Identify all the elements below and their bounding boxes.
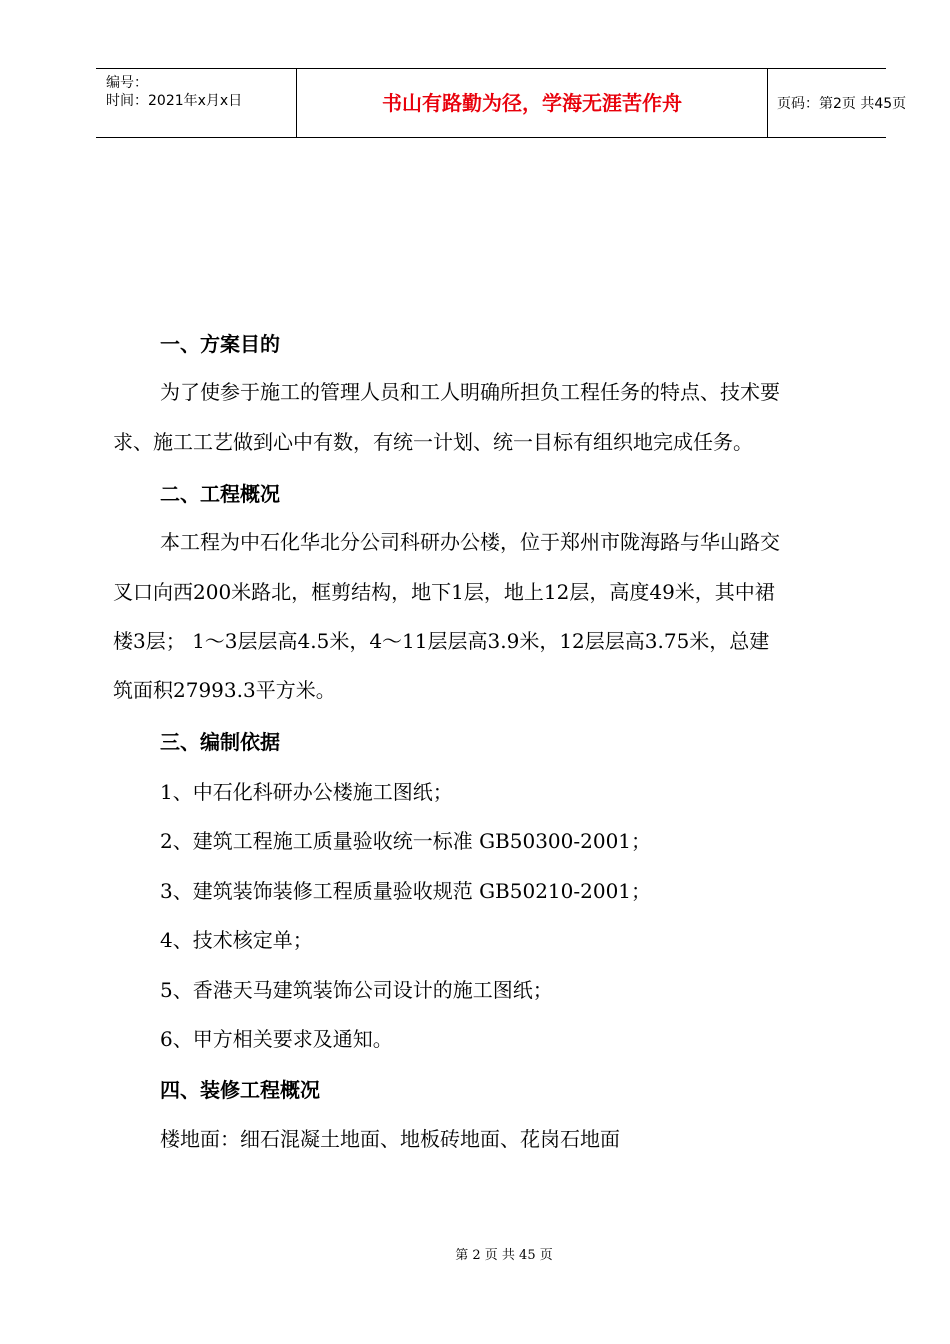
- paragraph-line: 为了使参于施工的管理人员和工人明确所担负工程任务的特点、技术要: [160, 380, 780, 404]
- page-footer: 第 2 页 共 45 页: [455, 1248, 553, 1263]
- paragraph-line: 求、施工工艺做到心中有数，有统一计划、统一目标有组织地完成任务。: [113, 430, 753, 454]
- page-number-label: 页码：第2页 共45页: [777, 96, 907, 112]
- list-item: 4、技术核定单；: [160, 928, 313, 952]
- section-heading-decoration: 四、装修工程概况: [160, 1078, 320, 1102]
- section-heading-purpose: 一、方案目的: [160, 332, 280, 356]
- paragraph-line: 筑面积27993.3平方米。: [113, 678, 336, 702]
- section-heading-overview: 二、工程概况: [160, 482, 280, 506]
- list-item: 5、香港天马建筑装饰公司设计的施工图纸；: [160, 978, 553, 1002]
- serial-number-label: 编号：: [106, 75, 148, 91]
- list-item: 2、建筑工程施工质量验收统一标准 GB50300-2001；: [160, 829, 652, 853]
- list-item: 1、中石化科研办公楼施工图纸；: [160, 780, 453, 804]
- paragraph-line: 楼地面：细石混凝土地面、地板砖地面、花岗石地面: [160, 1127, 620, 1151]
- list-item: 3、建筑装饰装修工程质量验收规范 GB50210-2001；: [160, 879, 652, 903]
- header-motto-cell: [296, 69, 768, 137]
- header-page-cell: [767, 69, 907, 137]
- header-meta-cell: [96, 69, 296, 137]
- paragraph-line: 本工程为中石化华北分公司科研办公楼，位于郑州市陇海路与华山路交: [160, 530, 780, 554]
- page-header: [96, 68, 907, 138]
- paragraph-line: 叉口向西200米路北，框剪结构，地下1层，地上12层，高度49米，其中裙: [113, 580, 775, 604]
- list-item: 6、甲方相关要求及通知。: [160, 1027, 393, 1051]
- paragraph-line: 楼3层； 1～3层层高4.5米，4～11层层高3.9米，12层层高3.75米，总建: [113, 629, 770, 653]
- section-heading-basis: 三、编制依据: [160, 730, 280, 754]
- motto-text: 书山有路勤为径，学海无涯苦作舟: [382, 91, 682, 115]
- date-label: 时间：2021年x月x日: [106, 93, 243, 109]
